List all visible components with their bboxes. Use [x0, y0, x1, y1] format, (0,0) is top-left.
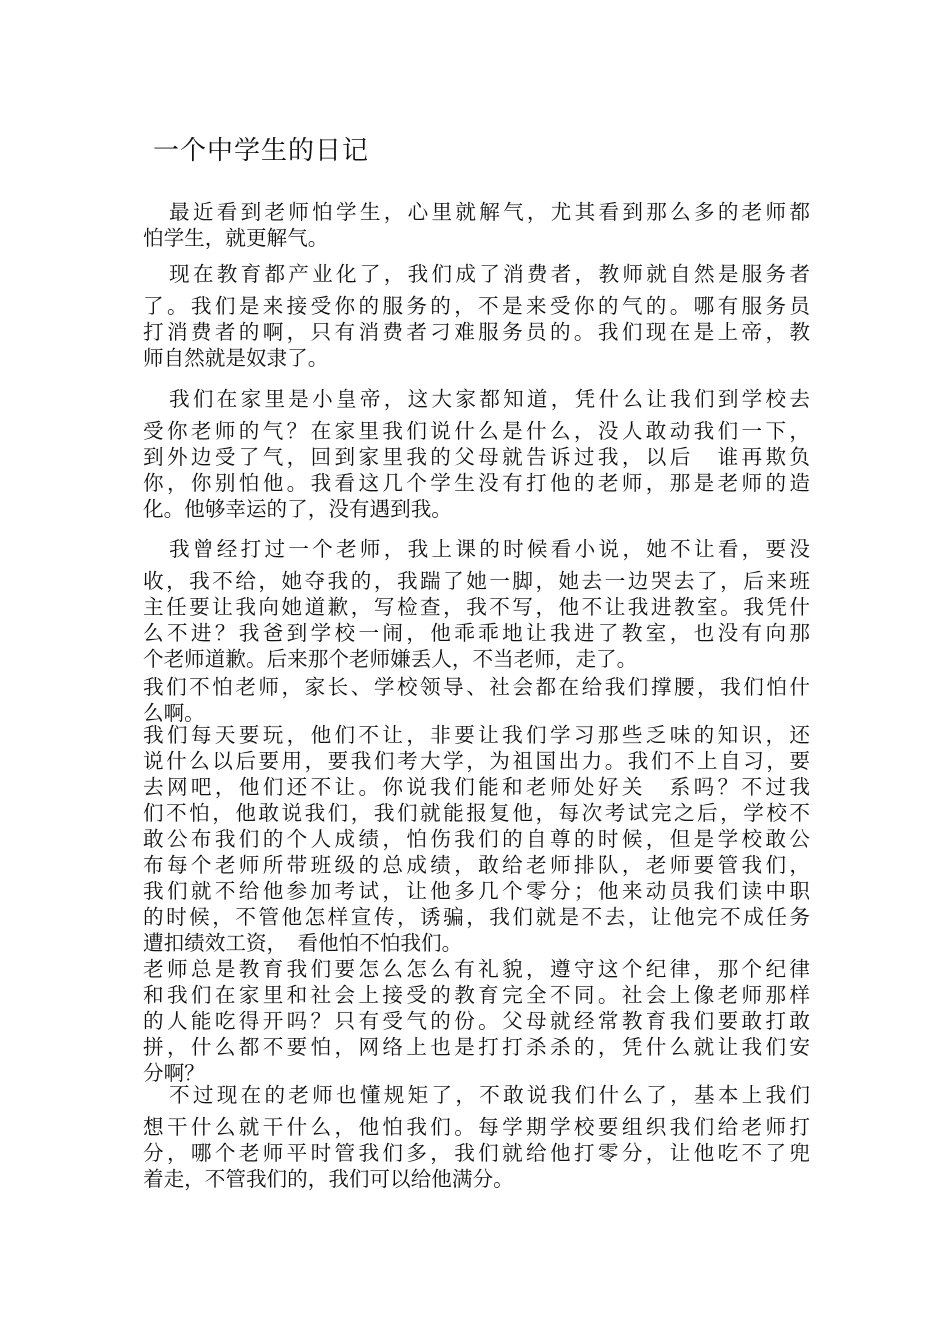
paragraph-line: 我们每天要玩，他们不让，非要让我们学习那些乏味的知识，还	[143, 723, 810, 747]
paragraph-line: 分啊？	[143, 1061, 205, 1085]
paragraph-2	[143, 261, 810, 371]
paragraph-line: 师自然就是奴隶了。	[143, 346, 329, 370]
paragraph-line: 敢公布我们的个人成绩，怕伤我们的自尊的时候，但是学校敢公	[143, 827, 810, 851]
document-title: 一个中学生的日记	[153, 136, 370, 166]
paragraph-7	[143, 956, 810, 1086]
paragraph-line: 着走，不管我们的，我们可以给他满分。	[143, 1167, 514, 1191]
paragraph-line: 我们就不给他参加考试，让他多几个零分；他来动员我们读中职	[143, 879, 810, 903]
paragraph-line: 打消费者的啊，只有消费者刁难服务员的。我们现在是上帝，教	[143, 320, 810, 344]
paragraph-line: 么不进？我爸到学校一闹，他乖乖地让我进了教室，也没有向那	[143, 621, 810, 645]
paragraph-line: 不过现在的老师也懂规矩了，不敢说我们什么了，基本上我们	[169, 1083, 810, 1107]
paragraph-line: 你，你别怕他。我看这几个学生没有打他的老师，那是老师的造	[143, 471, 810, 495]
paragraph-line: 我曾经打过一个老师，我上课的时候看小说，她不让看，要没	[169, 537, 810, 561]
paragraph-line: 最近看到老师怕学生，心里就解气，尤其看到那么多的老师都	[169, 200, 810, 224]
paragraph-line: 拼，什么都不要怕，网络上也是打打杀杀的，凭什么就让我们安	[143, 1035, 810, 1059]
paragraph-line: 现在教育都产业化了，我们成了消费者，教师就自然是服务者	[169, 262, 810, 286]
paragraph-line: 和我们在家里和社会上接受的教育完全不同。社会上像老师那样	[143, 983, 810, 1007]
paragraph-line: 了。我们是来接受你的服务的，不是来受你的气的。哪有服务员	[143, 294, 810, 318]
paragraph-line: 我们在家里是小皇帝，这大家都知道，凭什么让我们到学校去	[169, 387, 810, 411]
paragraph-line: 么啊。	[143, 701, 205, 725]
paragraph-line: 老师总是教育我们要怎么怎么有礼貌，遵守这个纪律，那个纪律	[143, 957, 810, 981]
paragraph-line: 的人能吃得开吗？只有受气的份。父母就经常教育我们要敢打敢	[143, 1009, 810, 1033]
paragraph-line: 说什么以后要用，要我们考大学，为祖国出力。我们不上自习，要	[143, 749, 810, 773]
paragraph-line: 主任要让我向她道歉，写检查，我不写，他不让我进教室。我凭什	[143, 595, 810, 619]
paragraph-4	[143, 536, 810, 672]
paragraph-line: 我们不怕老师，家长、学校领导、社会都在给我们撑腰，我们怕什	[143, 675, 810, 699]
paragraph-line: 的时候，不管他怎样宣传，诱骗，我们就是不去，让他完不成任务	[143, 905, 810, 929]
paragraph-line: 个老师道歉。后来那个老师嫌丢人，不当老师，走了。	[143, 647, 638, 671]
paragraph-6	[143, 722, 810, 956]
paragraph-5	[143, 674, 810, 726]
paragraph-line: 布每个老师所带班级的总成绩，敢给老师排队，老师要管我们，	[143, 853, 810, 877]
paragraph-1	[143, 199, 810, 251]
paragraph-line: 去网吧，他们还不让。你说我们能和老师处好关 系吗？不过我	[143, 775, 810, 799]
paragraph-3	[143, 386, 810, 522]
paragraph-line: 遭扣绩效工资， 看他怕不怕我们。	[143, 931, 463, 955]
paragraph-line: 想干什么就干什么，他怕我们。每学期学校要组织我们给老师打	[143, 1115, 810, 1139]
paragraph-line: 怕学生，就更解气。	[143, 226, 329, 250]
paragraph-line: 分，哪个老师平时管我们多，我们就给他打零分，让他吃不了兜	[143, 1141, 810, 1165]
paragraph-line: 收，我不给，她夺我的，我踹了她一脚，她去一边哭去了，后来班	[143, 569, 810, 593]
paragraph-8	[143, 1082, 810, 1192]
paragraph-line: 化。他够幸运的了，没有遇到我。	[143, 497, 452, 521]
paragraph-line: 受你老师的气？在家里我们说什么是什么，没人敢动我们一下，	[143, 419, 810, 443]
paragraph-line: 们不怕，他敢说我们，我们就能报复他，每次考试完之后，学校不	[143, 801, 810, 825]
document-page	[143, 0, 810, 1344]
paragraph-line: 到外边受了气，回到家里我的父母就告诉过我，以后 谁再欺负	[143, 445, 810, 469]
